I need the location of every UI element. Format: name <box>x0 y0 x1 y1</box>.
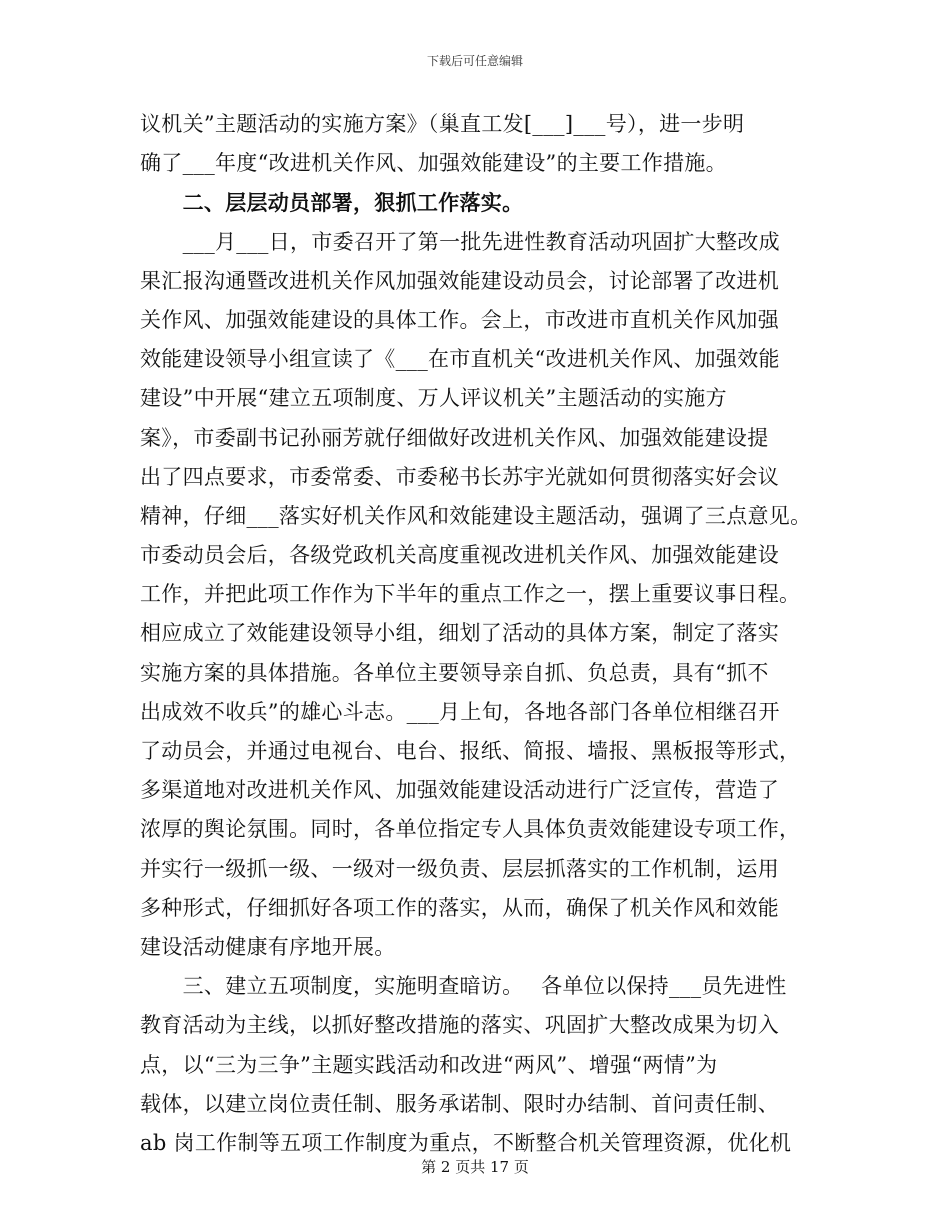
text-line: 浓厚的舆论氛围。同时，各单位指定专人具体负责效能建设专项工作， <box>140 817 801 842</box>
text-line: 市委动员会后，各级党政机关高度重视改进机关作风、加强效能建设 <box>140 543 779 568</box>
text-line: 相应成立了效能建设领导小组，细划了活动的具体方案，制定了落实 <box>140 621 779 646</box>
text-line: 果汇报沟通暨改进机关作风加强效能建设动员会，讨论部署了改进机 <box>140 268 779 293</box>
text-line: 效能建设领导小组宣读了《___在市直机关“改进机关作风、加强效能 <box>140 347 780 372</box>
text-line: 建设活动健康有序地开展。 <box>140 934 396 959</box>
document-body <box>140 105 820 1163</box>
text-line: 了动员会，并通过电视台、电台、报纸、简报、墙报、黑板报等形式， <box>140 739 801 763</box>
text-line: 实施方案的具体措施。各单位主要领导亲自抓、负总责，具有“抓不 <box>140 660 769 685</box>
section-heading: 二、层层动员部署，狠抓工作落实。 <box>140 190 524 216</box>
text-line: ab 岗工作制等五项工作制度为重点，不断整合机关管理资源，优化机 <box>140 1130 792 1155</box>
text-line: 工作，并把此项工作作为下半年的重点工作之一，摆上重要议事日程。 <box>140 582 801 607</box>
text-line: 教育活动为主线，以抓好整改措施的落实、巩固扩大整改成果为切入 <box>140 1013 779 1038</box>
section-heading-inline: 三、建立五项制度，实施明查暗访。 各单位以保持___员先进性 <box>140 974 787 999</box>
text-line: 并实行一级抓一级、一级对一级负责、层层抓落实的工作机制，运用 <box>140 856 779 881</box>
page-header: 下载后可任意编辑 <box>426 54 523 68</box>
text-line: 确了___年度“改进机关作风、加强效能建设”的主要工作措施。 <box>140 151 727 176</box>
text-line: 载体，以建立岗位责任制、服务承诺制、限时办结制、首问责任制、 <box>140 1091 779 1116</box>
text-line: 精神，仔细___落实好机关作风和效能建设主题活动，强调了三点意见。 <box>140 503 812 528</box>
text-line: 议机关”主题活动的实施方案》（巢直工发[___]___号），进一步明 <box>140 112 745 136</box>
text-line: 出成效不收兵”的雄心斗志。___月上旬，各地各部门各单位相继召开 <box>140 699 780 724</box>
text-line: 关作风、加强效能建设的具体工作。会上，市改进市直机关作风加强 <box>140 307 779 332</box>
page-footer: 第 2 页共 17 页 <box>421 1158 529 1176</box>
text-line: 建设”中开展“建立五项制度、万人评议机关”主题活动的实施方 <box>140 386 727 411</box>
text-line: 点，以“三为三争”主题实践活动和改进“两风”、增强“两情”为 <box>140 1052 718 1077</box>
text-line: ___月___日，市委召开了第一批先进性教育活动巩固扩大整改成 <box>140 229 780 254</box>
text-line: 出了四点要求，市委常委、市委秘书长苏宇光就如何贯彻落实好会议 <box>140 464 779 489</box>
text-line: 多种形式，仔细抓好各项工作的落实，从而，确保了机关作风和效能 <box>140 895 779 920</box>
text-line: 多渠道地对改进机关作风、加强效能建设活动进行广泛宣传，营造了 <box>140 778 779 803</box>
text-line: 案》，市委副书记孙丽芳就仔细做好改进机关作风、加强效能建设提 <box>140 425 769 450</box>
